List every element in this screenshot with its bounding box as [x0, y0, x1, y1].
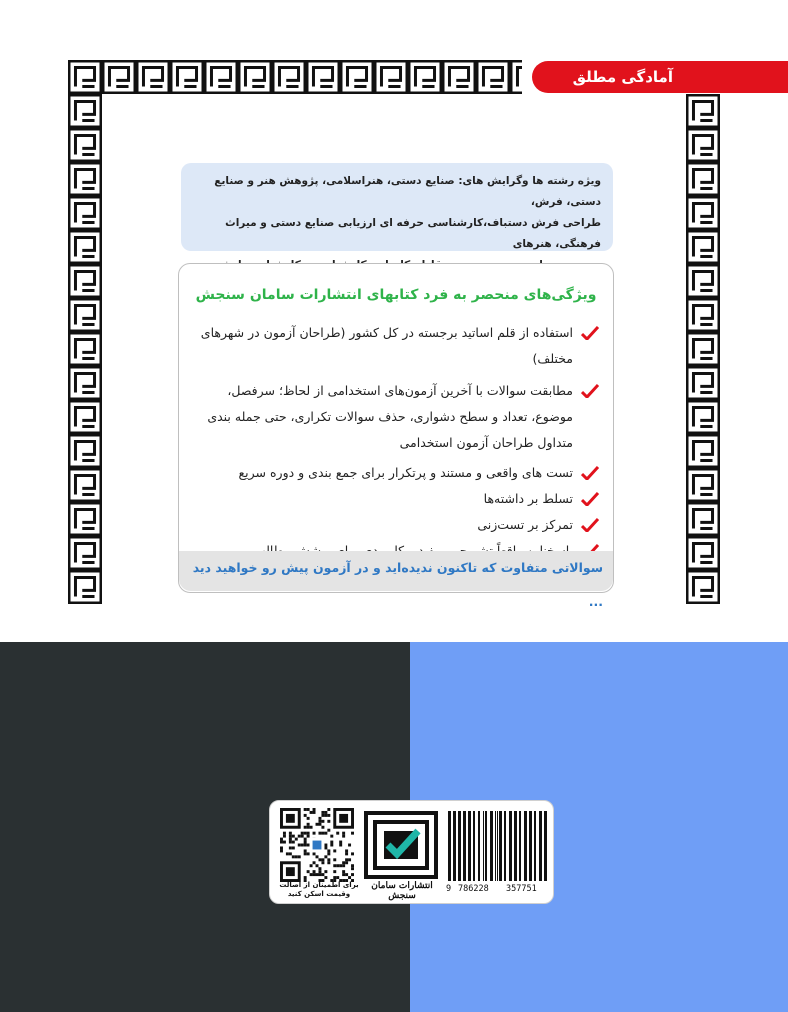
majors-line: ویژه رشته ها وگرایش های: صنایع دستی، هنراسلامی، پژوهش هنر و صنایع دستی، فرش،: [214, 175, 601, 208]
feature-item: [189, 378, 601, 456]
feature-item: [189, 512, 601, 538]
feature-text: تمرکز بر تست‌زنی: [477, 517, 573, 532]
absolute-readiness-badge: آمادگی مطلق: [532, 61, 788, 93]
ornament-pattern: [68, 94, 102, 604]
barcode-bar: [483, 811, 484, 881]
barcode-bar: [497, 811, 498, 881]
barcode-bar: [534, 811, 536, 881]
right-ornament-border: [686, 94, 720, 604]
red-checkmark-icon: [581, 466, 599, 480]
majors-box: [181, 163, 613, 251]
feature-text: تست های واقعی و مستند و پرتکرار برای جمع بندی و دوره سریع: [238, 465, 573, 480]
barcode-icon: [446, 811, 550, 881]
features-title: ویژگی‌های منحصر به فرد کتابهای انتشارات سامان سنجش: [195, 287, 597, 303]
majors-line: طراحی فرش دستباف،کارشناسی حرفه ای ارزیابی صنایع دستی و میراث فرهنگی، هنرهای: [225, 217, 601, 250]
barcode-bar: [473, 811, 475, 881]
qr-caption-line: برای اطمینان از اصالت: [279, 881, 359, 889]
barcode-bar: [453, 811, 456, 881]
barcode-label: [269, 800, 554, 904]
feature-text: مطابقت سوالات با آخرین آزمون‌های استخدامی از لحاظ؛ سرفصل، موضوع، تعداد و سطح دشواری، حذف سوالات تکراری، حتی جمله بندی متداول طراحان آزمون استخدامی: [207, 383, 573, 450]
left-ornament-border: [68, 94, 102, 604]
ornament-pattern: [68, 60, 522, 94]
barcode-bar: [504, 811, 506, 881]
red-checkmark-icon: [581, 384, 599, 398]
publisher-logo-icon: [364, 811, 438, 879]
qr-caption: [274, 881, 364, 899]
barcode-bar: [519, 811, 521, 881]
feature-item: [189, 486, 601, 512]
barcode-bar: [478, 811, 480, 881]
isbn-part: 357751: [506, 884, 537, 894]
barcode-bar: [448, 811, 451, 881]
red-checkmark-icon: [581, 326, 599, 340]
qr-caption-line: وقیمت اسکن کنید: [287, 890, 351, 898]
feature-text: تسلط بر داشته‌ها: [483, 491, 573, 506]
isbn-part: 9: [446, 884, 452, 894]
feature-item: [189, 320, 601, 372]
features-list: [189, 320, 601, 564]
barcode-bar: [463, 811, 466, 881]
barcode-bar: [499, 811, 502, 881]
isbn-part: 786228: [458, 884, 489, 894]
feature-item: [189, 460, 601, 486]
ornament-pattern: [686, 94, 720, 604]
barcode-bar: [490, 811, 493, 881]
qr-code-icon: [280, 808, 354, 882]
features-box: [178, 263, 614, 609]
barcode-bar: [458, 811, 461, 881]
publisher-name: انتشارات سامان سنجش: [371, 881, 433, 901]
barcode-bar: [485, 811, 487, 881]
barcode-bar: [468, 811, 471, 881]
barcode-bar: [544, 811, 547, 881]
barcode-bar: [509, 811, 512, 881]
barcode-bar: [529, 811, 532, 881]
barcode-bar: [495, 811, 496, 881]
feature-text: استفاده از قلم اساتید برجسته در کل کشور (طراحان آزمون در شهرهای مختلف): [200, 325, 573, 366]
top-ornament-border: [68, 60, 522, 94]
red-checkmark-icon: [581, 518, 599, 532]
barcode-bar: [524, 811, 527, 881]
barcode-bar: [514, 811, 517, 881]
red-checkmark-icon: [581, 492, 599, 506]
barcode-bar: [539, 811, 542, 881]
features-footer: سوالاتی متفاوت که تاکنون ندیده‌اید و در آزمون پیش رو خواهید دید ...: [179, 551, 613, 591]
